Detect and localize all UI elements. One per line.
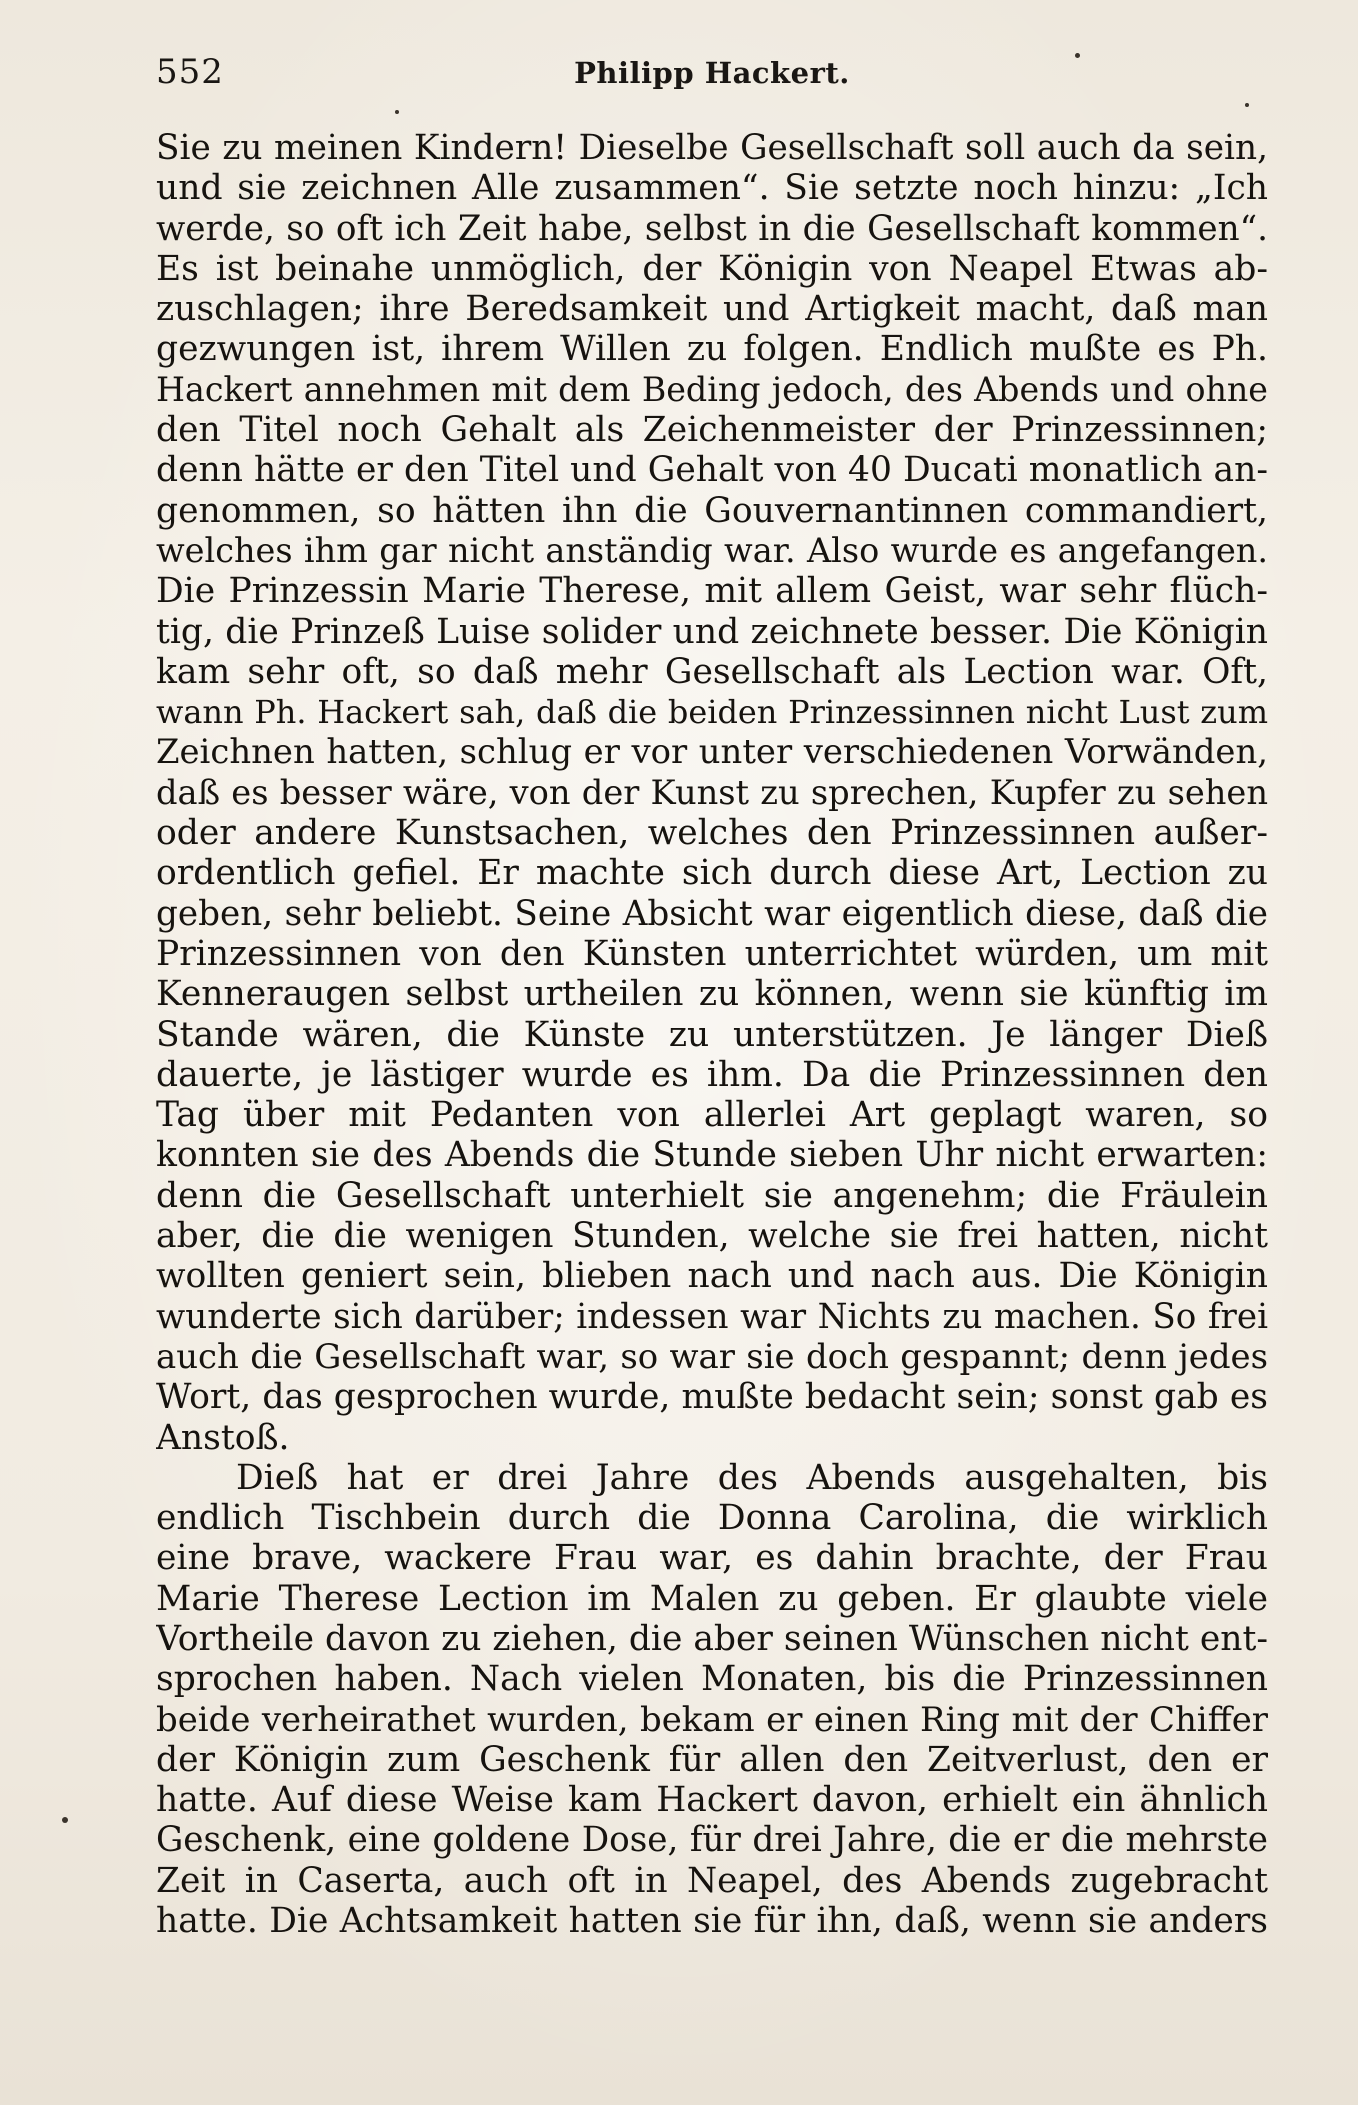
text-line: Tag über mit Pedanten von allerlei Art geplagt waren, so [156,1095,1268,1136]
text-line: kam sehr oft, so daß mehr Gesellschaft als Lection war. Oft, [156,651,1268,692]
paragraph-end-line: Anstoß. [156,1417,290,1458]
text-line: wollten geniert sein, blieben nach und nach aus. Die Königin [156,1256,1268,1297]
text-line: ordentlich gefiel. Er machte sich durch diese Art, Lection zu [156,853,1268,894]
text-line: geben, sehr beliebt. Seine Absicht war eigentlich diese, daß die [156,893,1268,934]
text-line: Es ist beinahe unmöglich, der Königin von Neapel Etwas ab- [156,248,1268,289]
text-line: zuschlagen; ihre Beredsamkeit und Artigkeit macht, daß man [156,289,1268,330]
text-line: den Titel noch Gehalt als Zeichenmeister der Prinzessinnen; [156,410,1268,451]
paper-speck [395,110,399,114]
text-line: gezwungen ist, ihrem Willen zu folgen. Endlich mußte es Ph. [156,329,1268,370]
paragraph-start-line: Dieß hat er drei Jahre des Abends ausgehalten, bis [236,1457,1268,1498]
text-line: Wort, das gesprochen wurde, mußte bedacht sein; sonst gab es [156,1377,1268,1418]
text-line: endlich Tischbein durch die Donna Carolina, die wirklich [156,1498,1268,1539]
text-line: wann Ph. Hackert sah, daß die beiden Prinzessinnen nicht Lust zum [156,693,1268,732]
paper-speck [1245,103,1249,107]
page-header [156,52,1268,102]
text-line: konnten sie des Abends die Stunde sieben Uhr nicht erwarten: [156,1135,1268,1176]
text-line: oder andere Kunstsachen, welches den Prinzessinnen außer- [156,813,1268,854]
paper-speck [62,1817,68,1823]
text-line: werde, so oft ich Zeit habe, selbst in die Gesellschaft kommen“. [156,208,1268,249]
text-line: und sie zeichnen Alle zusammen“. Sie setzte noch hinzu: „Ich [156,168,1268,209]
text-line: Zeichnen hatten, schlug er vor unter verschiedenen Vorwänden, [156,732,1268,772]
text-line: Sie zu meinen Kindern! Dieselbe Gesellschaft soll auch da sein, [156,128,1268,168]
text-line: wunderte sich darüber; indessen war Nichts zu machen. So frei [156,1296,1268,1337]
body-text [156,128,1268,1941]
text-line: genommen, so hätten ihn die Gouvernantinnen commandiert, [156,490,1268,531]
text-line: Marie Therese Lection im Malen zu geben. Er glaubte viele [156,1578,1268,1619]
text-line: eine brave, wackere Frau war, es dahin brachte, der Frau [156,1538,1268,1579]
text-line: denn hätte er den Titel und Gehalt von 40 Ducati monatlich an- [156,450,1268,491]
text-line: Vortheile davon zu ziehen, die aber seinen Wünschen nicht ent- [156,1618,1268,1659]
text-line: Stande wären, die Künste zu unterstützen. Je länger Dieß [156,1014,1268,1055]
text-line: Zeit in Caserta, auch oft in Neapel, des Abends zugebracht [156,1860,1268,1901]
text-line: Hackert annehmen mit dem Beding jedoch, des Abends und ohne [156,369,1268,409]
running-title: Philipp Hackert. [574,56,850,90]
text-line: aber, die die wenigen Stunden, welche sie frei hatten, nicht [156,1216,1268,1257]
text-line: denn die Gesellschaft unterhielt sie angenehm; die Fräulein [156,1175,1268,1216]
text-line: beide verheirathet wurden, bekam er einen Ring mit der Chiffer [156,1699,1268,1739]
page-number: 552 [156,52,224,92]
text-line: Prinzessinnen von den Künsten unterrichtet würden, um mit [156,933,1268,974]
text-line: hatte. Die Achtsamkeit hatten sie für ihn, daß, wenn sie anders [156,1901,1268,1942]
text-line: daß es besser wäre, von der Kunst zu sprechen, Kupfer zu sehen [156,772,1268,812]
text-line: welches ihm gar nicht anständig war. Also wurde es angefangen. [156,530,1268,570]
text-line: Kenneraugen selbst urtheilen zu können, wenn sie künftig im [156,974,1268,1015]
text-line: auch die Gesellschaft war, so war sie doch gespannt; denn jedes [156,1336,1268,1376]
text-line: Geschenk, eine goldene Dose, für drei Jahre, die er die mehrste [156,1820,1268,1861]
text-line: dauerte, je lästiger wurde es ihm. Da die Prinzessinnen den [156,1054,1268,1095]
text-line: Die Prinzessin Marie Therese, mit allem Geist, war sehr flüch- [156,571,1268,612]
paper-speck [1075,53,1080,58]
text-line: sprochen haben. Nach vielen Monaten, bis die Prinzessinnen [156,1659,1268,1700]
text-line: hatte. Auf diese Weise kam Hackert davon, erhielt ein ähnlich [156,1780,1268,1821]
text-line: tig, die Prinzeß Luise solider und zeichnete besser. Die Königin [156,611,1268,652]
text-line: der Königin zum Geschenk für allen den Zeitverlust, den er [156,1739,1268,1780]
